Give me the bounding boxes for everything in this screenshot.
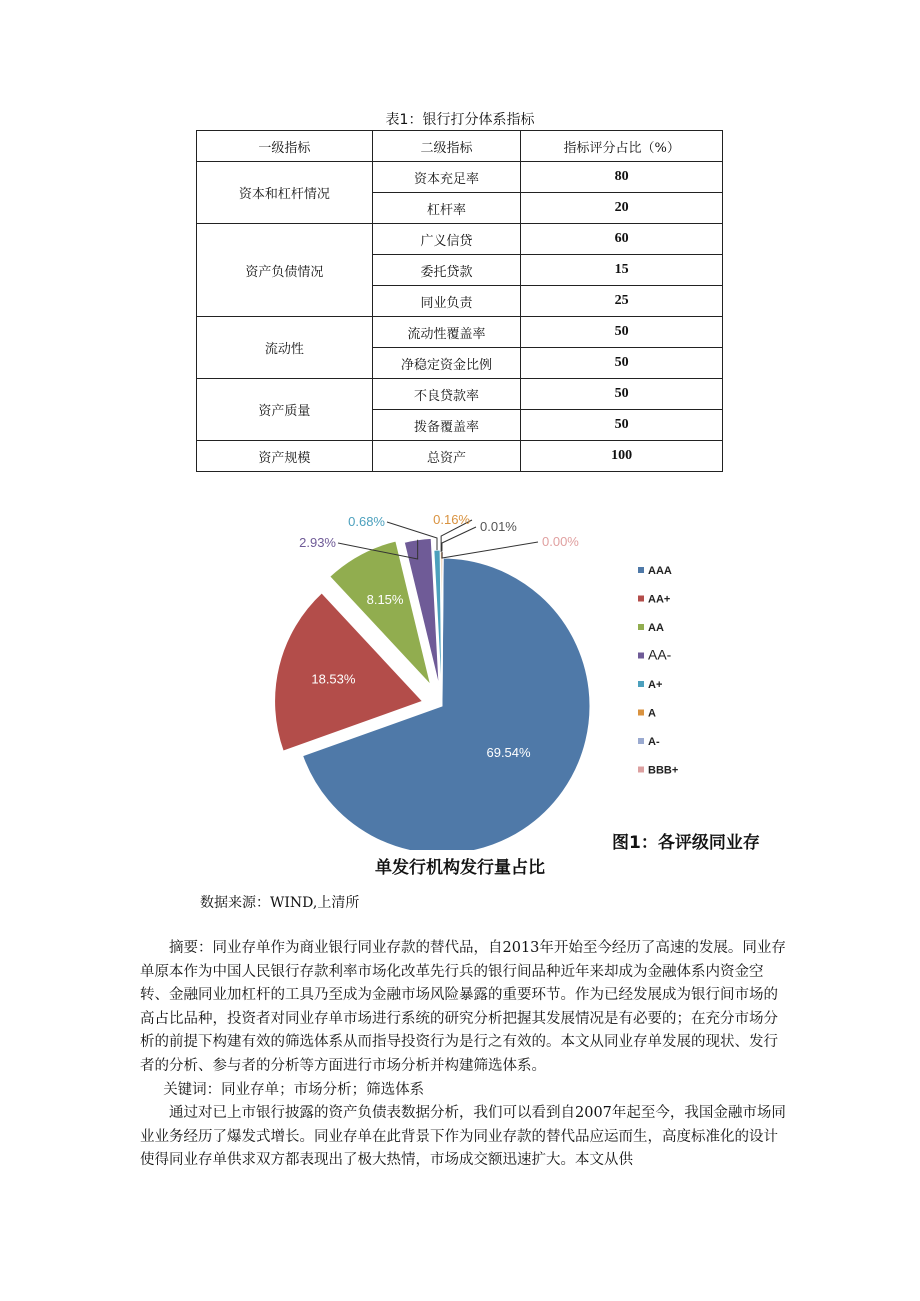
article-body	[140, 937, 790, 1173]
rating-pie-chart	[230, 500, 790, 850]
figure-caption-line2: 单发行机构发行量占比	[375, 858, 545, 878]
level2-cell: 拨备覆盖率	[372, 410, 521, 441]
pie-data-label: 8.15%	[366, 592, 404, 608]
level2-cell: 资本充足率	[372, 162, 521, 193]
legend-label: AAA	[648, 565, 672, 577]
table-row	[197, 379, 723, 410]
intro-paragraph: 通过对已上市银行披露的资产负债表数据分析，我们可以看到自2007年起至今，我国金融市场同业业务经历了爆发式增长。同业存单在此背景下作为同业存款的替代品应运而生，高度标准化的设计使得同业存单供求双方都表现出了极大热情，市场成交额迅速扩大。本文从供	[140, 1105, 786, 1169]
level2-cell: 委托贷款	[372, 255, 521, 286]
pie-data-label: 0.01%	[480, 519, 517, 534]
table-row	[197, 162, 723, 193]
legend-swatch	[638, 567, 644, 573]
pie-data-label: 0.16%	[433, 512, 470, 527]
table-header-row	[197, 131, 723, 162]
legend-label: A-	[648, 736, 660, 748]
legend-label: AA	[648, 622, 664, 634]
pct-cell: 20	[521, 193, 723, 224]
pct-cell: 100	[521, 441, 723, 472]
pie-data-label: 0.00%	[542, 534, 579, 549]
legend-swatch	[638, 738, 644, 744]
pct-cell: 50	[521, 410, 723, 441]
keywords-paragraph: 关键词：同业存单；市场分析；筛选体系	[163, 1081, 425, 1098]
pie-data-label: 0.68%	[348, 514, 385, 529]
level1-cell: 资产质量	[197, 379, 373, 441]
figure-caption-line1: 图1：各评级同业存	[612, 833, 760, 853]
abstract-paragraph: 摘要：同业存单作为商业银行同业存款的替代品，自2013年开始至今经历了高速的发展。同业存单原本作为中国人民银行存款利率市场化改革先行兵的银行间品种近年来却成为金融体系内资金空转、金融同业加杠杆的工具乃至成为金融市场风险暴露的重要环节。作为已经发展成为银行间市场的高占比品种，投资者对同业存单市场进行系统的研究分析把握其发展情况是有必要的；在充分市场分析的前提下构建有效的筛选体系从而指导投资行为是行之有效的。本文从同业存单发展的现状、发行者的分析、参与者的分析等方面进行市场分析并构建筛选体系。	[140, 940, 786, 1074]
legend-label: A+	[648, 679, 663, 691]
data-source: 数据来源：WIND,上清所	[200, 895, 360, 911]
header-level1: 一级指标	[197, 131, 373, 162]
legend-swatch	[638, 596, 644, 602]
indicator-table	[196, 130, 723, 472]
level2-cell: 总资产	[372, 441, 521, 472]
legend-swatch	[638, 653, 644, 659]
legend-swatch	[638, 681, 644, 687]
level1-cell: 资产规模	[197, 441, 373, 472]
level1-cell: 资产负债情况	[197, 224, 373, 317]
level2-cell: 不良贷款率	[372, 379, 521, 410]
pct-cell: 50	[521, 348, 723, 379]
level1-cell: 资本和杠杆情况	[197, 162, 373, 224]
pie-data-label: 69.54%	[486, 744, 531, 760]
level2-cell: 杠杆率	[372, 193, 521, 224]
pct-cell: 25	[521, 286, 723, 317]
pie-data-label: 2.93%	[299, 535, 336, 550]
pct-cell: 50	[521, 379, 723, 410]
table-row	[197, 441, 723, 472]
legend-label: AA+	[648, 593, 671, 606]
pct-cell: 80	[521, 162, 723, 193]
table-caption: 表1：银行打分体系指标	[385, 112, 535, 128]
pie-data-label: 18.53%	[311, 671, 356, 687]
level1-cell: 流动性	[197, 317, 373, 379]
pie-leader-line	[442, 527, 476, 552]
header-level2: 二级指标	[372, 131, 521, 162]
legend-swatch	[638, 710, 644, 716]
level2-cell: 同业负责	[372, 286, 521, 317]
table-row	[197, 224, 723, 255]
legend-label: AA-	[648, 646, 672, 663]
pie-leader-line	[442, 542, 538, 558]
level2-cell: 流动性覆盖率	[372, 317, 521, 348]
pct-cell: 15	[521, 255, 723, 286]
table-row	[197, 317, 723, 348]
pct-cell: 50	[521, 317, 723, 348]
level2-cell: 净稳定资金比例	[372, 348, 521, 379]
header-pct: 指标评分占比（%）	[521, 131, 723, 162]
level2-cell: 广义信贷	[372, 224, 521, 255]
legend-label: A	[648, 707, 656, 720]
legend-swatch	[638, 767, 644, 773]
pct-cell: 60	[521, 224, 723, 255]
legend-label: BBB+	[648, 764, 679, 777]
legend-swatch	[638, 624, 644, 630]
pie-svg	[230, 500, 790, 850]
